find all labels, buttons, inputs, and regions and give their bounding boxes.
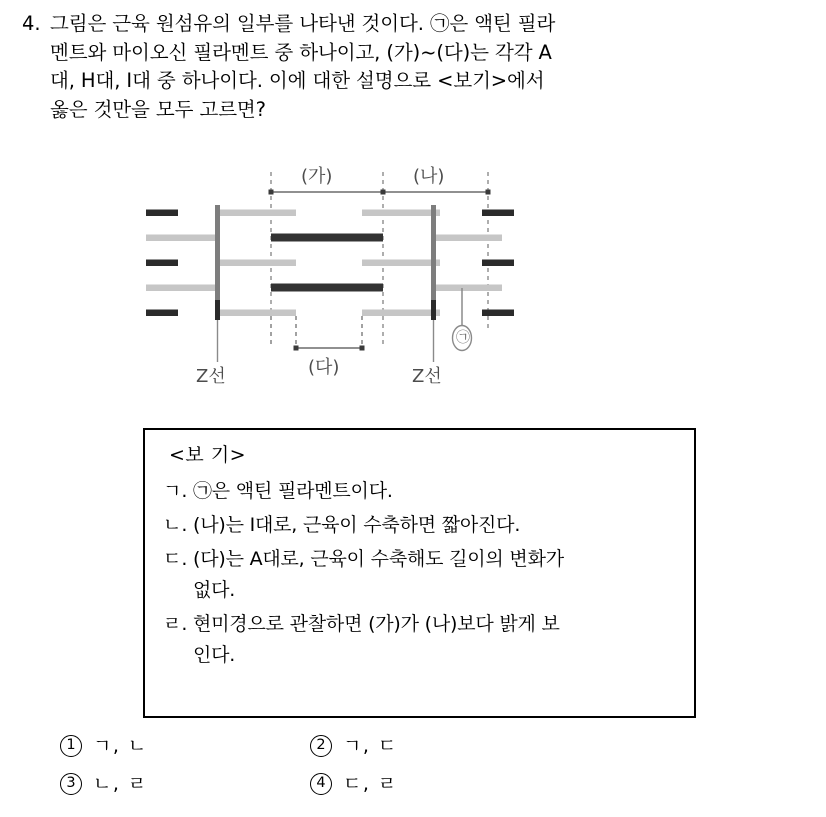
bogi-text-4-line-2: 인다. [193,644,236,666]
question-text [50,10,812,124]
bogi-list [163,476,678,674]
bogi-marker-3: ㄷ. [163,548,188,570]
choice-3-text: ㄴ, ㄹ [93,773,148,795]
left-stub-2 [146,260,178,267]
da-connector [296,316,362,346]
bogi-text-3-line-1: (다)는 A대로, 근육이 수축해도 길이의 변화가 [193,548,564,570]
right-dark-stubs [482,210,514,317]
choice-2-text: ㄱ, ㄷ [343,735,398,757]
choice-2-number: 2 [310,735,332,757]
question-line-2: 멘트와 마이오신 필라멘트 중 하나이고, (가)~(다)는 각각 A [50,40,552,64]
bogi-item-1 [163,476,678,507]
tick-c [486,190,491,195]
question-line-1: 그림은 근육 원섬유의 일부를 나타낸 것이다. ㉠은 액틴 필라 [50,12,556,35]
question-stem [22,10,812,124]
actin-r1-left [218,210,296,217]
actin-r3-right [362,260,440,267]
bogi-text-4-line-1: 현미경으로 관찰하면 (가)가 (나)보다 밝게 보 [193,613,560,635]
question-number: 4. [22,12,41,35]
choice-3[interactable] [60,773,310,795]
bogi-item-3 [163,544,678,606]
myosin-upper [271,234,383,242]
tick-a [269,190,274,195]
bogi-text-1-line-1: ㉠은 액틴 필라멘트이다. [193,480,393,502]
choice-1-number: 1 [60,735,82,757]
choice-row-1 [60,735,760,757]
tick-b [381,190,386,195]
actin-r3-left [218,260,296,267]
left-stub-1 [146,210,178,217]
bogi-text-4 [193,609,678,671]
bogi-text-2 [193,510,678,541]
choice-3-number: 3 [60,773,82,795]
right-stub-1 [482,210,514,217]
actin-r5-right [362,310,440,317]
answer-choices [60,735,760,811]
sarcomere-diagram [130,150,530,395]
bogi-item-2 [163,510,678,541]
actin-r5-left [218,310,296,317]
bogi-item-4 [163,609,678,671]
choice-1-text: ㄱ, ㄴ [93,735,148,757]
question-line-4: 옳은 것만을 모두 고르면? [50,97,266,121]
z-line-left-foot [215,300,220,320]
left-dark-stubs [146,210,178,317]
bogi-title: <보 기> [169,444,247,466]
da-dashed-drops [271,316,362,346]
band-label-ga: (가) [301,166,333,187]
bogi-box [143,428,696,718]
bogi-text-3-line-2: 없다. [193,579,236,601]
bogi-text-3 [193,544,678,606]
myosin-lower [271,284,383,292]
z-line-right-label: Z선 [412,366,442,387]
tick-da-left [294,346,299,351]
z-line-right-foot [431,300,436,320]
actin-r2-outer [146,235,218,242]
bogi-marker-4: ㄹ. [163,613,188,635]
band-guide-lines [271,172,488,346]
choice-2[interactable] [310,735,560,757]
actin-r2-right-outer [434,235,502,242]
actin-r1-right [362,210,440,217]
choice-4-text: ㄷ, ㄹ [343,773,398,795]
z-line-left-label: Z선 [196,366,226,387]
band-label-na: (나) [413,166,445,187]
right-stub-3 [482,310,514,317]
choice-4[interactable] [310,773,560,795]
bogi-marker-1: ㄱ. [163,480,188,502]
choice-row-2 [60,773,760,795]
pointer-label-circled-giyeok: ㉠ [456,330,470,346]
band-label-da: (다) [308,357,340,378]
choice-4-number: 4 [310,773,332,795]
right-stub-2 [482,260,514,267]
question-line-3: 대, H대, I대 중 하나이다. 이에 대한 설명으로 <보기>에서 [50,69,545,92]
tick-da-right [360,346,365,351]
actin-filaments [146,210,502,317]
bogi-text-2-line-1: (나)는 I대로, 근육이 수축하면 짧아진다. [193,514,521,536]
actin-r4-right-outer [434,285,502,292]
left-stub-3 [146,310,178,317]
choice-1[interactable] [60,735,310,757]
actin-r4-outer [146,285,218,292]
bogi-text-1 [193,476,678,507]
bogi-marker-2: ㄴ. [163,514,188,536]
